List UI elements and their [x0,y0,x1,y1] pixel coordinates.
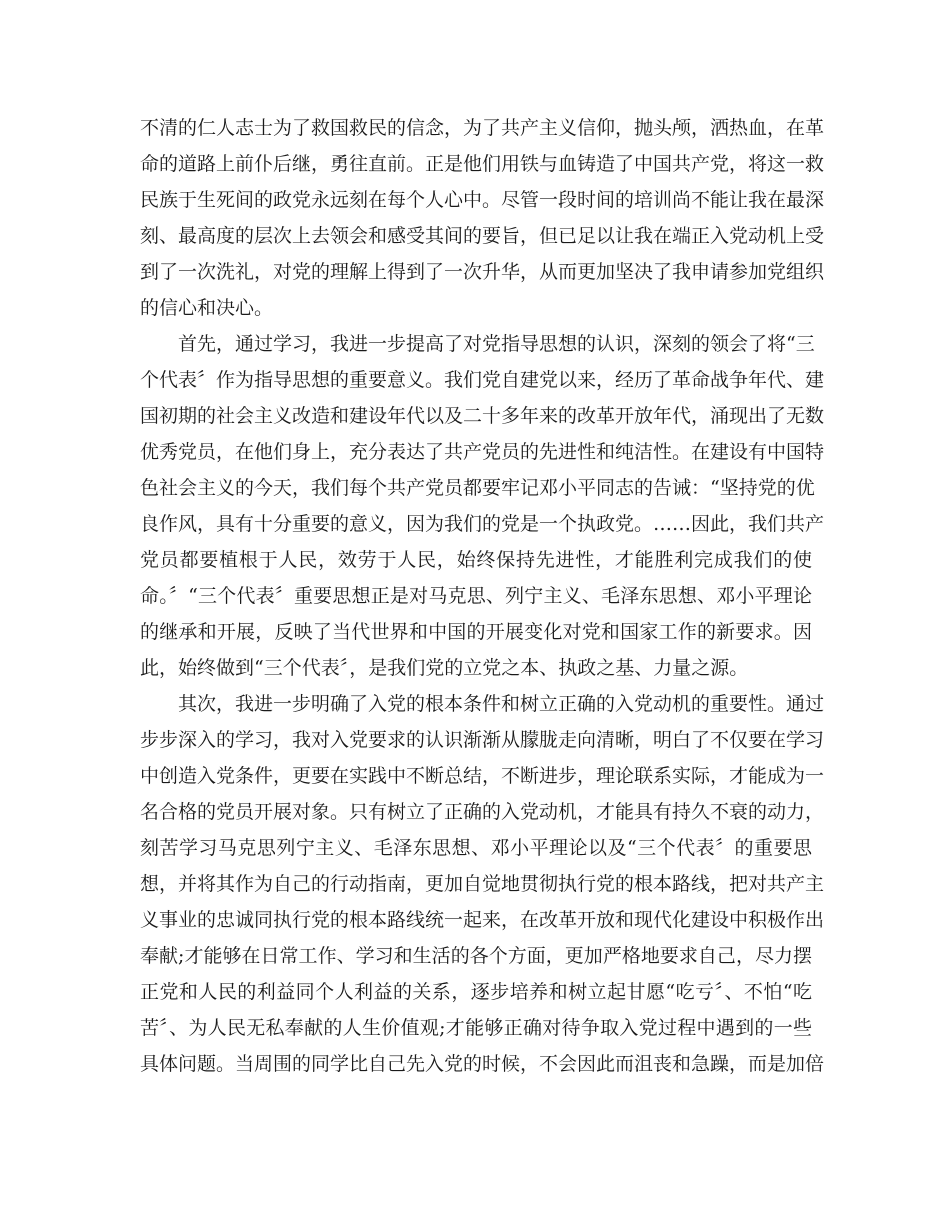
text-line: 到了一次洗礼，对党的理解上得到了一次升华，从而更加坚决了我申请参加党组织 [140,261,825,283]
text-line: 的继承和开展，反映了当代世界和中国的开展变化对党和国家工作的新要求。因 [140,621,812,643]
text-line: 个代表〞作为指导思想的重要意义。我们党自建党以来，经历了革命战争年代、建 [140,369,825,391]
text-line: 中创造入党条件，更要在实践中不断总结，不断进步，理论联系实际，才能成为一 [140,765,825,787]
text-line: 的信心和决心。 [140,297,274,319]
text-line: 优秀党员，在他们身上，充分表达了共产党员的先进性和纯洁性。在建设有中国特 [140,441,825,463]
text-line: 党员都要植根于人民，效劳于人民，始终保持先进性，才能胜利完成我们的使 [140,549,812,571]
text-line: 奉献;才能够在日常工作、学习和生活的各个方面，更加严格地要求自己，尽力摆 [140,945,812,967]
text-line: 首先，通过学习，我进一步提高了对党指导思想的认识，深刻的领会了将“三 [178,333,815,355]
text-line: 不清的仁人志士为了救国救民的信念，为了共产主义信仰，抛头颅，洒热血，在革 [140,117,825,139]
text-line: 义事业的忠诚同执行党的根本路线统一起来，在改革开放和现代化建设中积极作出 [140,909,825,931]
paragraph-first-point [140,326,825,686]
text-line: 国初期的社会主义改造和建设年代以及二十多年来的改革开放年代，涌现出了无数 [140,405,825,427]
text-line: 步步深入的学习，我对入党要求的认识渐渐从朦胧走向清晰，明白了不仅要在学习 [140,729,825,751]
text-line: 此，始终做到“三个代表〞，是我们党的立党之本、执政之基、力量之源。 [140,657,749,679]
paragraph-second-point [140,686,825,1082]
text-line: 刻苦学习马克思列宁主义、毛泽东思想、邓小平理论以及“三个代表〞的重要思 [140,837,812,859]
text-line: 具体问题。当周围的同学比自己先入党的时候，不会因此而沮丧和急躁，而是加倍 [140,1053,825,1075]
text-line: 命的道路上前仆后继，勇往直前。正是他们用铁与血铸造了中国共产党，将这一救 [140,153,825,175]
text-line: 其次，我进一步明确了入党的根本条件和树立正确的入党动机的重要性。通过 [178,693,825,715]
text-line: 命。〞“三个代表〞重要思想正是对马克思、列宁主义、毛泽东思想、邓小平理论 [140,585,812,607]
paragraph-continued [140,110,825,326]
text-line: 民族于生死间的政党永远刻在每个人心中。尽管一段时间的培训尚不能让我在最深 [140,189,825,211]
document-body [140,110,825,1082]
text-line: 想，并将其作为自己的行动指南，更加自觉地贯彻执行党的根本路线，把对共产主 [140,873,825,895]
text-line: 正党和人民的利益同个人利益的关系，逐步培养和树立起甘愿“吃亏〞、不怕“吃 [140,981,812,1003]
text-line: 色社会主义的今天，我们每个共产党员都要牢记邓小平同志的告诫：“坚持党的优 [140,477,815,499]
text-line: 名合格的党员开展对象。只有树立了正确的入党动机，才能具有持久不衰的动力， [140,801,825,823]
text-line: 刻、最高度的层次上去领会和感受其间的要旨，但已足以让我在端正入党动机上受 [140,225,825,247]
text-line: 良作风，具有十分重要的意义，因为我们的党是一个执政党。……因此，我们共产 [140,513,825,535]
text-line: 苦〞、为人民无私奉献的人生价值观;才能够正确对待争取入党过程中遇到的一些 [140,1017,812,1039]
